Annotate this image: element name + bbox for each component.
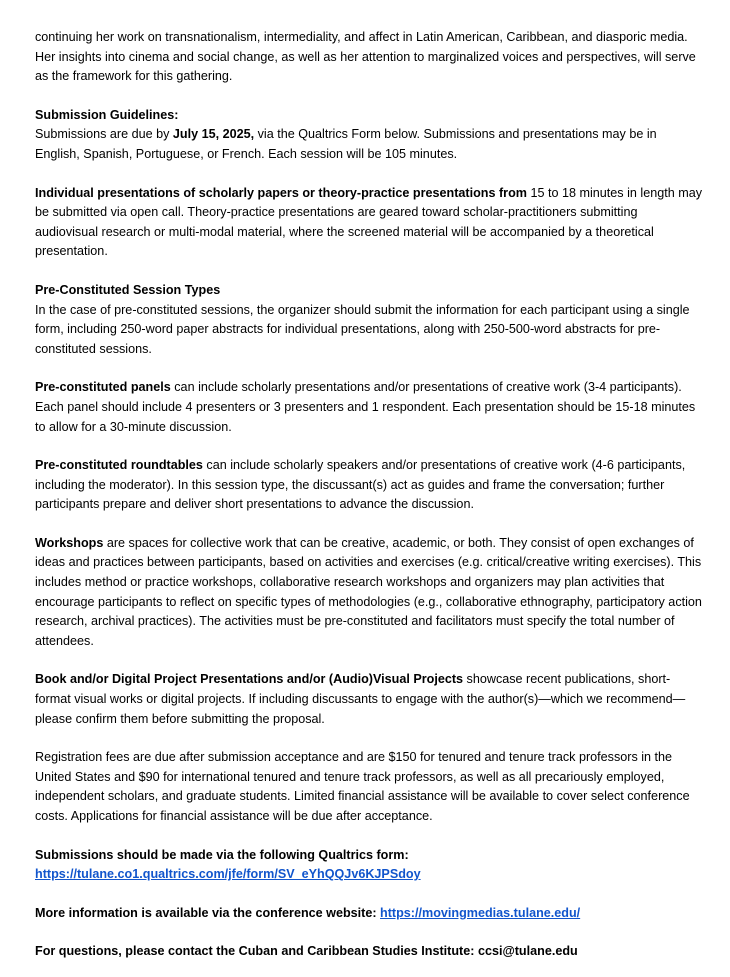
website-label: More information is available via the conference website: — [35, 905, 381, 920]
website-section — [35, 904, 702, 924]
guidelines-heading: Submission Guidelines: — [35, 107, 179, 122]
submission-guidelines: Submission Guidelines: Submissions are due by July 15, 2025, via the Qualtrics Form below. Submissions and presentations may be in English, Spanish, Portuguese, or French. Each session will be 105 minutes. — [35, 107, 657, 161]
workshops-paragraph: Workshops are spaces for collective work that can be creative, academic, or both. They consist of open exchanges of ideas and practices between participants, based on activities and exercises (e.g. critical/creative writing exercises). This includes method or practice workshops, collaborative research workshops and organizers may plan activities that encourage participants to reflect on specific types of methodologies (e.g., collaborative ethnography, participatory action research, archival practices). The activities must be pre-constituted and facilitators must specify the total number of attendees. — [35, 535, 702, 648]
session-types-heading: Pre-Constituted Session Types — [35, 282, 221, 297]
roundtables-paragraph: Pre-constituted roundtables can include scholarly speakers and/or presentations of creative work (4-6 participants, including the moderator). In this session type, the discussant(s) act as guides and frame the conversation; further participants prepare and deliver short presentations to advance the discussion. — [35, 458, 686, 512]
panels-paragraph: Pre-constituted panels can include scholarly presentations and/or presentations of creative work (3-4 participants). Each panel should include 4 presenters or 3 presenters and 1 respondent. Each presentation should be 15-18 minutes to allow for a 30-minute discussion. — [35, 380, 696, 434]
contact-section — [35, 942, 702, 962]
conference-website-link[interactable]: https://movingmedias.tulane.edu/ — [380, 905, 581, 920]
form-label: Submissions should be made via the following Qualtrics form: — [35, 847, 409, 862]
qualtrics-form-link[interactable]: https://tulane.co1.qualtrics.com/jfe/form/SV_eYhQQJv6KJPSdoy — [35, 867, 421, 882]
individual-presentations: Individual presentations of scholarly papers or theory-practice presentations from 15 to 18 minutes in length may be submitted via open call. Theory-practice presentations are geared toward scholar-practitioners submitting audiovisual research or multi-modal material, where the screened material will be accompanied by a theoretical presentation. — [35, 185, 702, 259]
book-projects-paragraph: Book and/or Digital Project Presentations and/or (Audio)Visual Projects showcase recent publications, short-format visual works or digital projects. If including discussants to engage with the author(s)—which we recommend—please confirm them before submitting the proposal. — [35, 672, 686, 726]
due-date: July 15, 2025, — [172, 127, 255, 142]
registration-fees: Registration fees are due after submission acceptance and are $150 for tenured and tenure track professors in the United States and $90 for international tenured and tenure track professors, as well as all precariously employed, independent scholars, and graduate students. Limited financial assistance will be available to cover select conference costs. Applications for financial assistance will be due after acceptance. — [35, 750, 690, 823]
qualtrics-form-section — [35, 846, 702, 885]
session-types: Pre-Constituted Session Types In the case of pre-constituted sessions, the organizer should submit the information for each participant using a single form, including 250-word paper abstracts for individual presentations, along with 250-500-word abstracts for pre-constituted sessions. — [35, 282, 690, 356]
intro-paragraph: continuing her work on transnationalism, intermediality, and affect in Latin American, Caribbean, and diasporic media. Her insights into cinema and social change, as well as her attention to marginalized voices and perspectives, will serve as the framework for this gathering. — [35, 30, 696, 84]
contact-text: For questions, please contact the Cuban and Caribbean Studies Institute: ccsi@tulane.edu — [35, 944, 578, 959]
